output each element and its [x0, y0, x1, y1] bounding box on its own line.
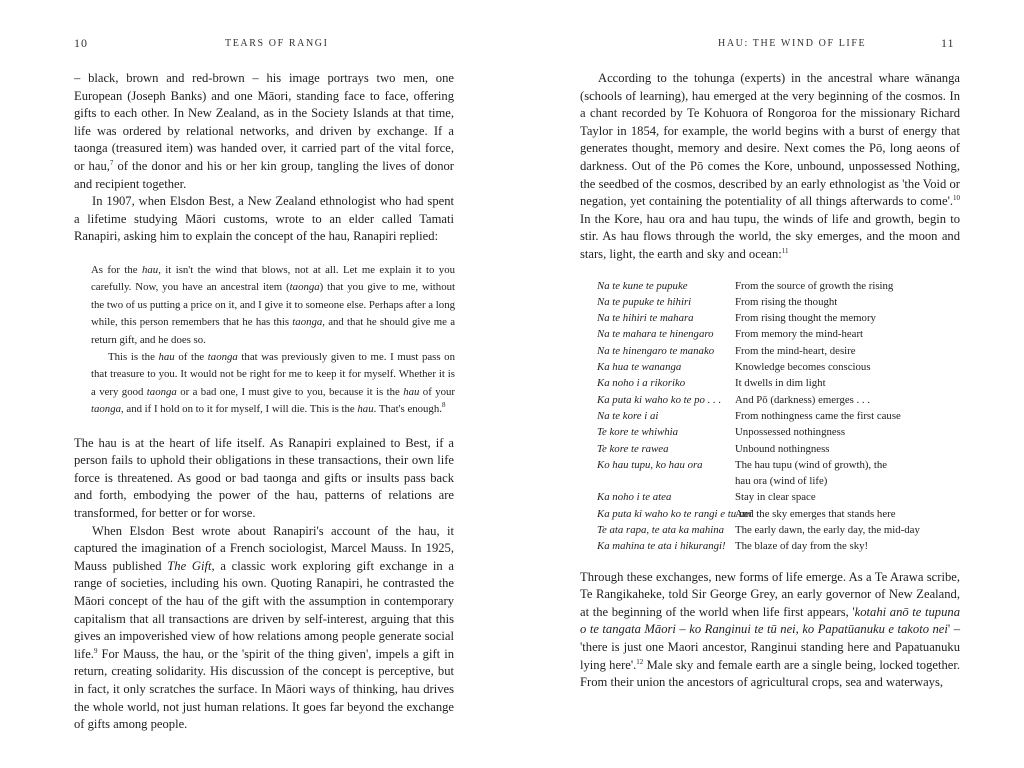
running-head: TEARS OF RANGI [225, 38, 329, 49]
chant-maori-line: Ka puta ki waho ko te po . . . [597, 393, 722, 406]
page-number: 10 [74, 36, 88, 50]
chant-maori-line: Ko hau tupu, ko hau ora [597, 458, 703, 471]
chant-maori-line: Na te kune te pupuke [597, 279, 688, 292]
chant-maori-line: Na te kore i ai [597, 409, 659, 422]
chant-english-line: The early dawn, the early day, the mid-day [735, 523, 920, 536]
chant-english-line: And Pō (darkness) emerges . . . [735, 393, 871, 406]
block-quote [91, 262, 455, 419]
chant-maori-line: Te kore te rawea [597, 442, 669, 455]
chant-english-line: It dwells in dim light [735, 377, 826, 390]
chant-english-line: From rising the thought [735, 295, 838, 308]
chant-english-line: From rising thought the memory [735, 312, 876, 325]
chant-maori-line: Na te pupuke te hihiri [597, 295, 692, 308]
chant-maori-line: Ka hua te wananga [597, 361, 682, 374]
footnote-ref[interactable]: 7 [109, 158, 114, 167]
footnote-ref[interactable]: 8 [441, 401, 446, 410]
chant-english-line: The blaze of day from the sky! [735, 540, 869, 553]
chant-maori-line [580, 473, 735, 489]
paragraph: When Elsdon Best wrote about Ranapiri's account of the hau, it captured the imagination of a French sociologist, Marcel Mauss. In 1925, Mauss published The Gift, a classic work exploring gift exchange in a range of societies, including his own. Quoting Ranapiri, he contrasted the Māori concept of the hau of the gift with the assumption in contemporary capitalism that all transactions are driven by self-interest, arguing that this gives an impoverished view of how relations among people generate social life.$^9$ For Mauss, the hau, or the 'spirit of the thing given', impels a gift in return, creating solidarity. His discussion of the concept is perceptive, but in fact, it only scratches the surface. In Māori ways of thinking, hau drives the whole world, not just human relations. It goes far beyond the exchange of gifts among people. [74, 523, 455, 732]
paragraph: According to the tohunga (experts) in the ancestral whare wānanga (schools of learning), hau emerged at the very beginning of the cosmos. In a chant recorded by Te Kohuora of Rongoroa for the missionary Richard Taylor in 1854, for example, the world begins with a burst of energy that generates thought, memory and desire. Next comes the Pō, long aeons of darkness. Out of the Pō comes the Kore, unbound, unpossessed Nothing, the seedbed of the cosmos, described by an early ethnologist as 'the Void or negation, yet containing the potentiality of all things afterwards to come'.$^{10}$ In the Kore, hau ora and hau tupu, the winds of life and growth, begin to stir. As hau flows through the world, the sky emerges, and the moon and stars, light, the earth and sky and ocean:$^{11}$ [580, 71, 960, 261]
chant-english-line: And the sky emerges that stands here [735, 507, 896, 520]
page-number: 11 [941, 36, 955, 50]
chant-maori-line: Na te hihiri te mahara [597, 312, 694, 325]
chant-english-line: From nothingness came the first cause [735, 409, 901, 422]
chant-english-line: Unbound nothingness [735, 442, 830, 455]
paragraph: Through these exchanges, new forms of life emerge. As a Te Arawa scribe, Te Rangikaheke, told Sir George Grey, an early governor of New Zealand, at the beginning of the world when life first appears, 'kotahi anō te tupuna o te tangata Māori – ko Ranginui te tū nei, ko Papatūanuku e takoto nei' – 'there is just one Maori ancestor, Ranginui standing here and Papatuanuku lying here'.$^{12}$ Male sky and female earth are a single being, locked together. From their union the ancestors of agricultural crops, sea and waterways, [580, 569, 960, 690]
chant-english-line: From memory the mind-heart [735, 328, 864, 341]
paragraph: In 1907, when Elsdon Best, a New Zealand ethnologist who had spent a lifetime studying Māori customs, wrote to an elder called Tamati Ranapiri, asking him to explain the concept of the hau, Ranapiri replied: [74, 194, 454, 244]
right-page [512, 0, 1024, 768]
chant-maori-line: Ka puta ki waho ko te rangi e tu nei [597, 507, 753, 520]
footnote-ref[interactable]: 10 [953, 194, 960, 203]
running-head: HAU: THE WIND OF LIFE [718, 38, 867, 49]
chant-maori-line: Ka noho i a rikoriko [597, 377, 686, 390]
footnote-ref[interactable]: 9 [93, 646, 98, 655]
chant-maori-line: Na te hinengaro te manako [597, 344, 715, 357]
chant-english-line: Stay in clear space [735, 491, 816, 504]
chant-english-line: hau ora (wind of life) [735, 475, 828, 488]
paragraph: – black, brown and red-brown – his image portrays two men, one European (Joseph Banks) and one Māori, standing face to face, offering gifts to each other. In New Zealand, as in the Society Islands at that time, life was ordered by relational networks, and driven by exchange. If a taonga (treasured item) was handed over, it carried part of the vital force, or hau,$^7$ of the donor and his or her kin group, tangling the lives of donor and recipient together. [74, 71, 454, 191]
body-text [580, 70, 960, 692]
chant-maori-line: Te ata rapa, te ata ka mahina [597, 523, 725, 536]
chant-english-line: Unpossessed nothingness [735, 426, 846, 439]
footnote-ref[interactable]: 11 [781, 246, 789, 255]
footnote-ref[interactable]: 12 [636, 657, 644, 666]
chant-english-line: From the source of growth the rising [735, 279, 894, 292]
body-text [74, 70, 454, 734]
chant-maori-line: Na te mahara te hinengaro [597, 328, 714, 341]
chant-english-line: The hau tupu (wind of growth), the [735, 458, 888, 471]
chant-maori-line: Ka mahina te ata i hikurangi! [597, 540, 726, 553]
quote-paragraph: As for the hau, it isn't the wind that blows, not at all. Let me explain it to you carefully. Now, you have an ancestral item (taonga) that you give to me, without the two of us putting a price on it, and I give it to someone else. Perhaps after a long while, this person remembers that he has this taonga, and that he should give me a return gift, and he does so. [91, 263, 455, 346]
chant-english-line: From the mind-heart, desire [735, 344, 856, 357]
chant-maori-line: Ka noho i te atea [597, 491, 672, 504]
quote-paragraph: This is the hau of the taonga that was previously given to me. I must pass on that treasure to you. It would not be right for me to keep it for myself. Whether it is a very good taonga or a bad one, I must give to you, because it is the hau of your taonga, and if I hold on to it for myself, I will die. This is the hau. That's enough.$^8$ [91, 350, 455, 416]
chant-table [580, 278, 960, 555]
chant-maori-line: Te kore te whiwhia [597, 426, 679, 439]
chant-english-line: Knowledge becomes conscious [735, 361, 871, 374]
paragraph: The hau is at the heart of life itself. As Ranapiri explained to Best, if a person fails to uphold their obligations in these transactions, their own life force is threatened. As good or bad taonga and gifts or insults pass back and forth, embodying the power of the hau, patterns of relations are transformed, for better or for worse. [74, 435, 454, 520]
